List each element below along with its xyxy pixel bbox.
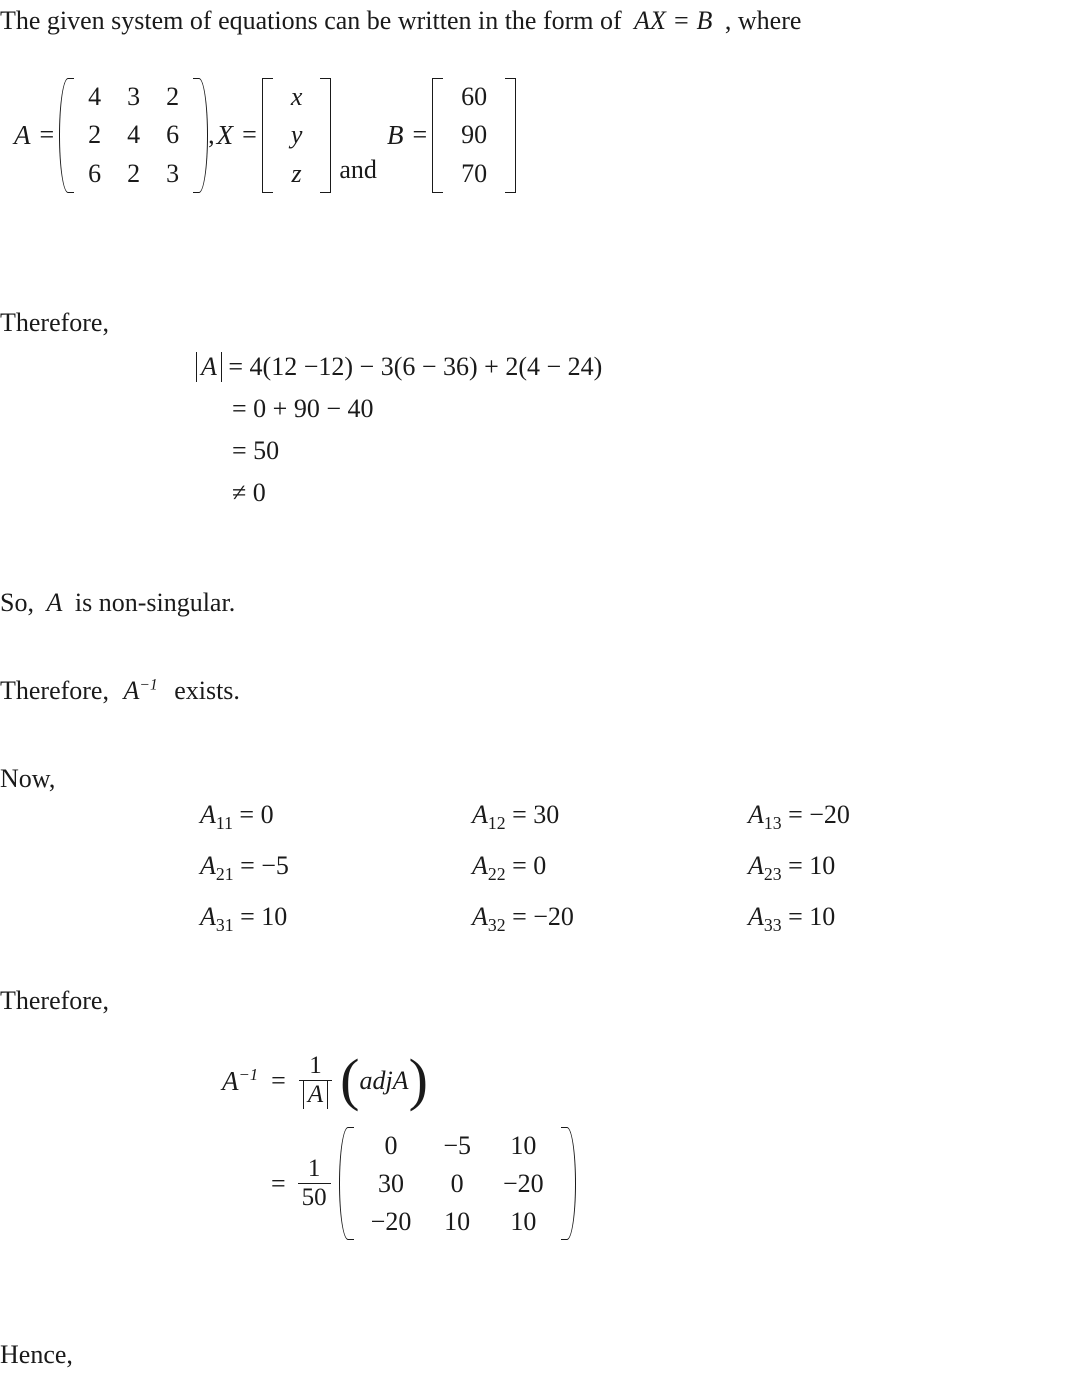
intro-text-after: , where	[724, 6, 802, 35]
cofactor-a22: $A_{22} = 0$	[472, 851, 547, 885]
adj-paren-open: (	[340, 1047, 360, 1113]
matrix-a-cell: 4	[88, 82, 102, 111]
fraction-denominator: 50	[298, 1183, 331, 1212]
fraction-denominator: A	[299, 1080, 332, 1109]
inverse-matrix-cell: −20	[503, 1168, 544, 1198]
inverse-matrix-cell: 0	[384, 1131, 398, 1160]
inverse-matrix-cell: 10	[510, 1131, 537, 1160]
matrix-a	[59, 78, 208, 193]
cofactor-a33: $A_{33} = 10$	[748, 902, 836, 936]
inverse-matrix	[339, 1127, 576, 1240]
cofactor-grid	[200, 800, 850, 937]
hence-label: Hence,	[0, 1340, 73, 1369]
matrix-b-cell: 70	[461, 158, 488, 188]
nonsingular-symbol: A	[46, 588, 63, 617]
matrix-a-cell: 3	[127, 82, 141, 111]
matrix-x-cell: z	[291, 158, 302, 188]
determinant-abs-a: A	[196, 352, 222, 382]
nonsingular-statement	[0, 588, 235, 618]
cofactor-a11: $A_{11} = 0$	[200, 800, 274, 834]
matrix-a-cell: 4	[127, 120, 141, 150]
matrix-a-label: A	[14, 119, 31, 150]
intro-sentence	[0, 6, 1089, 36]
and-word: and	[339, 154, 377, 184]
inverse-row-2	[266, 1127, 576, 1240]
inverse-fraction-2	[298, 1155, 331, 1212]
determinant-line-3: = 50	[232, 436, 280, 465]
inverse-matrix-cell: 10	[510, 1206, 537, 1236]
inverse-row2-equals: =	[271, 1168, 286, 1198]
inverse-matrix-cell: 10	[444, 1206, 471, 1236]
inverse-row-1	[222, 1047, 576, 1113]
matrix-x-label: X	[216, 119, 234, 150]
inverse-matrix-cell: −5	[443, 1131, 472, 1160]
matrix-b-cell: 90	[461, 120, 488, 150]
matrix-a-cell: 3	[166, 158, 180, 188]
inverse-exists-superscript: −1	[139, 676, 158, 694]
matrix-a-equals: =	[39, 120, 55, 150]
intro-text-before: The given system of equations can be written in the form of	[0, 6, 622, 35]
matrix-b	[432, 78, 516, 193]
cofactor-a23: $A_{23} = 10$	[748, 851, 836, 885]
matrix-x-equals: =	[242, 120, 257, 150]
matrix-b-label: B	[386, 119, 404, 150]
determinant-line-4: ≠ 0	[232, 478, 266, 507]
therefore-label-1: Therefore,	[0, 308, 109, 337]
cofactor-a13: $A_{13} = -20$	[748, 800, 850, 834]
determinant-line-1-rhs: = 4(12 −12) − 3(6 − 36) + 2(4 − 24)	[228, 352, 603, 381]
inverse-matrix-cell: 0	[450, 1168, 464, 1198]
cofactor-a32: $A_{32} = -20$	[472, 902, 574, 936]
matrix-separator-comma: ,	[208, 120, 215, 150]
nonsingular-prefix: So,	[0, 588, 34, 617]
adj-text: adjA	[359, 1065, 409, 1095]
inverse-exists-statement	[0, 676, 240, 706]
nonsingular-suffix: is non-singular.	[74, 588, 236, 617]
cofactor-a12: $A_{12} = 30$	[472, 800, 560, 834]
determinant-line-1	[196, 352, 602, 382]
matrix-definition-row	[14, 78, 516, 193]
matrix-x	[262, 78, 332, 193]
matrix-a-cell: 6	[166, 120, 180, 150]
inverse-fraction-1	[299, 1052, 332, 1109]
matrix-b-cell: 60	[461, 82, 488, 111]
cofactor-a31: $A_{31} = 10$	[200, 902, 288, 936]
inverse-exists-symbol: $A^{-1}$	[123, 676, 158, 705]
matrix-b-equals: =	[412, 120, 428, 150]
inverse-matrix-cell: −20	[370, 1206, 412, 1236]
inverse-matrix-cell: 30	[378, 1168, 404, 1198]
now-label: Now,	[0, 764, 56, 793]
inverse-equals: =	[271, 1065, 286, 1095]
matrix-a-cell: 6	[88, 158, 102, 188]
cofactor-a21: $A_{21} = -5$	[200, 851, 289, 885]
determinant-line-2: = 0 + 90 − 40	[232, 394, 374, 423]
adj-paren-close: )	[408, 1047, 428, 1113]
therefore-label-2: Therefore,	[0, 986, 109, 1015]
inverse-lhs: $A^{-1}$	[222, 1064, 259, 1096]
matrix-a-cell: 2	[88, 120, 102, 150]
matrix-x-cell: y	[290, 120, 303, 150]
determinant-block	[196, 352, 602, 520]
intro-equation: AX = B	[634, 6, 713, 35]
inverse-exists-prefix: Therefore,	[0, 676, 109, 705]
inverse-exists-suffix: exists.	[174, 676, 240, 705]
inverse-block	[222, 1047, 576, 1258]
fraction-numerator: 1	[309, 1052, 322, 1079]
fraction-numerator: 1	[307, 1155, 321, 1183]
matrix-a-cell: 2	[127, 158, 141, 188]
matrix-a-cell: 2	[166, 82, 180, 111]
matrix-x-cell: x	[290, 82, 303, 111]
